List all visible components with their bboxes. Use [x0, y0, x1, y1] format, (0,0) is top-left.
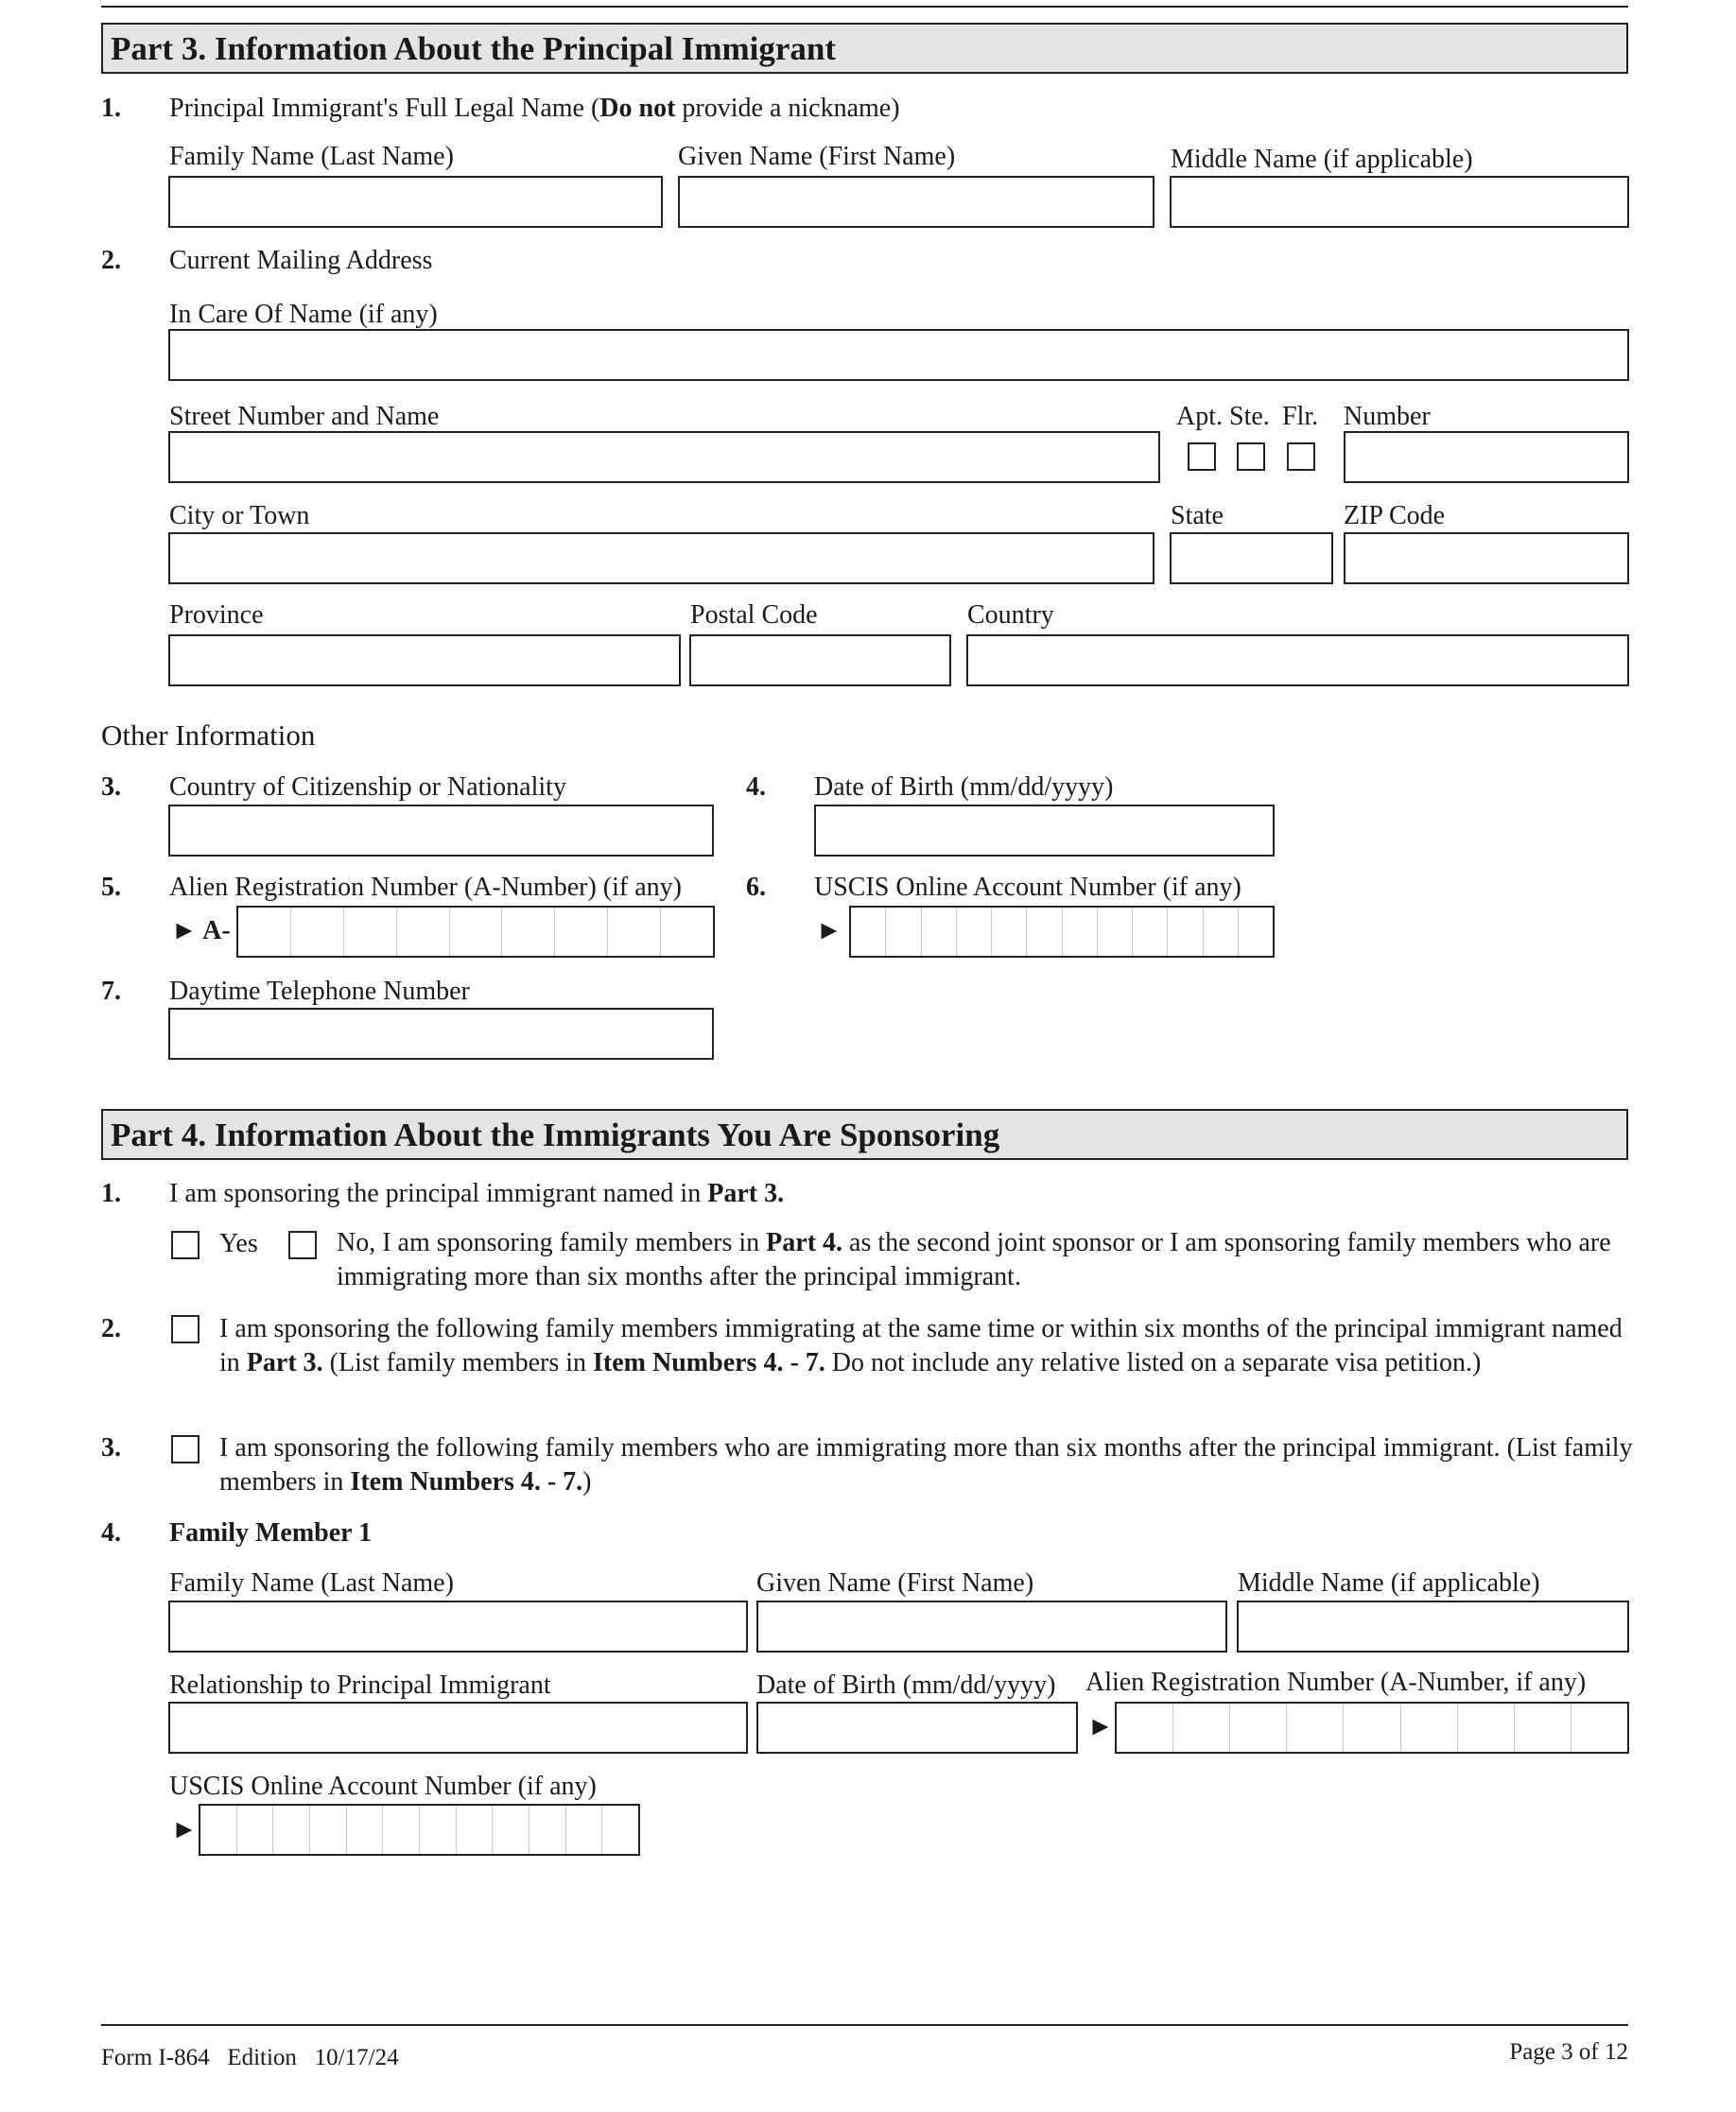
other-info-heading: Other Information	[101, 718, 316, 752]
fm-family-name-label: Family Name (Last Name)	[169, 1568, 454, 1598]
part3-title: Part 3. Information About the Principal Immigrant	[111, 30, 837, 67]
fm-given-name-field[interactable]	[756, 1601, 1227, 1653]
dob-field[interactable]	[814, 805, 1275, 857]
state-label: State	[1171, 501, 1224, 530]
later-label: I am sponsoring the following family members who are immigrating more than six months after the principal immigrant. (List family members in Item Numbers 4. - 7.)	[219, 1433, 1633, 1497]
p3-q6-number: 6.	[746, 873, 766, 902]
postal-field[interactable]	[689, 634, 951, 686]
fm-dob-label: Date of Birth (mm/dd/yyyy)	[756, 1671, 1056, 1700]
care-of-label: In Care Of Name (if any)	[169, 300, 438, 329]
citizenship-label: Country of Citizenship or Nationality	[169, 772, 566, 802]
p3-family-name-field[interactable]	[168, 176, 663, 228]
apt-number-field[interactable]	[1344, 431, 1629, 483]
apt-checkbox[interactable]	[1188, 442, 1216, 471]
fm-uscis-arrow-icon: ►	[171, 1815, 198, 1844]
p4-q3-number: 3.	[101, 1433, 121, 1463]
street-field[interactable]	[168, 431, 1160, 483]
uscis-account-label: USCIS Online Account Number (if any)	[814, 873, 1241, 902]
part4-header	[101, 1109, 1628, 1160]
fm-a-number-field[interactable]	[1115, 1702, 1629, 1754]
top-rule	[101, 6, 1628, 8]
apt-label: Apt.	[1176, 402, 1223, 431]
family-member-heading: Family Member 1	[169, 1518, 373, 1548]
p3-q7-number: 7.	[101, 977, 121, 1006]
ste-checkbox[interactable]	[1237, 442, 1265, 471]
province-label: Province	[169, 600, 264, 630]
yes-label: Yes	[219, 1229, 258, 1258]
fm-given-name-label: Given Name (First Name)	[756, 1568, 1034, 1598]
yes-checkbox[interactable]	[171, 1231, 200, 1259]
no-checkbox[interactable]	[288, 1231, 317, 1259]
p3-q2-label: Current Mailing Address	[169, 246, 433, 275]
fm-middle-name-label: Middle Name (if applicable)	[1238, 1568, 1540, 1598]
province-field[interactable]	[168, 634, 681, 686]
a-number-field[interactable]	[236, 906, 715, 958]
p3-given-name-label: Given Name (First Name)	[678, 142, 956, 171]
same-time-label: I am sponsoring the following family members immigrating at the same time or within six months of the principal immigrant named in Part 3. (List family members in Item Numbers 4. - 7. Do not include any relative listed on a separate visa petition.)	[219, 1314, 1623, 1377]
fm-relationship-label: Relationship to Principal Immigrant	[169, 1671, 551, 1700]
zip-field[interactable]	[1344, 532, 1629, 584]
state-field[interactable]	[1170, 532, 1333, 584]
phone-field[interactable]	[168, 1008, 714, 1060]
fm-dob-field[interactable]	[756, 1702, 1078, 1754]
p3-q1-number: 1.	[101, 94, 121, 123]
fm-uscis-field[interactable]	[199, 1804, 640, 1856]
p3-q4-number: 4.	[746, 772, 766, 802]
zip-label: ZIP Code	[1344, 501, 1446, 530]
a-number-label: Alien Registration Number (A-Number) (if any)	[169, 873, 682, 902]
no-label: No, I am sponsoring family members in Part 4. as the second joint sponsor or I am sponsoring family members who are immigrating more than six months after the principal immigrant.	[337, 1228, 1611, 1291]
p4-q4-number: 4.	[101, 1518, 121, 1548]
phone-label: Daytime Telephone Number	[169, 977, 470, 1006]
flr-checkbox[interactable]	[1287, 442, 1315, 471]
fm-a-number-arrow-icon: ►	[1087, 1712, 1114, 1741]
p3-middle-name-field[interactable]	[1170, 176, 1629, 228]
city-label: City or Town	[169, 501, 310, 530]
care-of-field[interactable]	[168, 329, 1629, 381]
later-checkbox[interactable]	[171, 1435, 200, 1463]
p3-middle-name-label: Middle Name (if applicable)	[1171, 145, 1473, 174]
page-number: Page 3 of 12	[1509, 2039, 1628, 2065]
p3-given-name-field[interactable]	[678, 176, 1154, 228]
p3-q1-label: Principal Immigrant's Full Legal Name (Do not provide a nickname)	[169, 94, 900, 123]
p3-q2-number: 2.	[101, 246, 121, 275]
fm-middle-name-field[interactable]	[1237, 1601, 1629, 1653]
fm-uscis-label: USCIS Online Account Number (if any)	[169, 1772, 597, 1801]
country-field[interactable]	[966, 634, 1629, 686]
ste-label: Ste.	[1229, 402, 1270, 431]
fm-relationship-field[interactable]	[168, 1702, 748, 1754]
number-label: Number	[1344, 402, 1431, 431]
citizenship-field[interactable]	[168, 805, 714, 857]
p4-q1-label: I am sponsoring the principal immigrant named in Part 3.	[169, 1179, 785, 1208]
dob-label: Date of Birth (mm/dd/yyyy)	[814, 772, 1114, 802]
p3-q5-number: 5.	[101, 873, 121, 902]
p3-q3-number: 3.	[101, 772, 121, 802]
p4-q1-number: 1.	[101, 1179, 121, 1208]
country-label: Country	[967, 600, 1054, 630]
p3-family-name-label: Family Name (Last Name)	[169, 142, 454, 171]
uscis-account-field[interactable]	[849, 906, 1275, 958]
part3-header	[101, 23, 1628, 74]
flr-label: Flr.	[1282, 402, 1319, 431]
same-time-checkbox[interactable]	[171, 1315, 200, 1343]
part4-title: Part 4. Information About the Immigrants You Are Sponsoring	[111, 1117, 1000, 1153]
street-label: Street Number and Name	[169, 402, 440, 431]
a-number-prefix: ► A-	[171, 916, 231, 945]
footer-rule	[101, 2024, 1628, 2026]
fm-family-name-field[interactable]	[168, 1601, 748, 1653]
postal-label: Postal Code	[690, 600, 818, 630]
form-edition: Form I-864 Edition 10/17/24	[101, 2045, 399, 2070]
uscis-account-arrow-icon: ►	[816, 916, 842, 945]
fm-a-number-label: Alien Registration Number (A-Number, if any)	[1085, 1668, 1587, 1697]
p4-q2-number: 2.	[101, 1314, 121, 1343]
city-field[interactable]	[168, 532, 1154, 584]
